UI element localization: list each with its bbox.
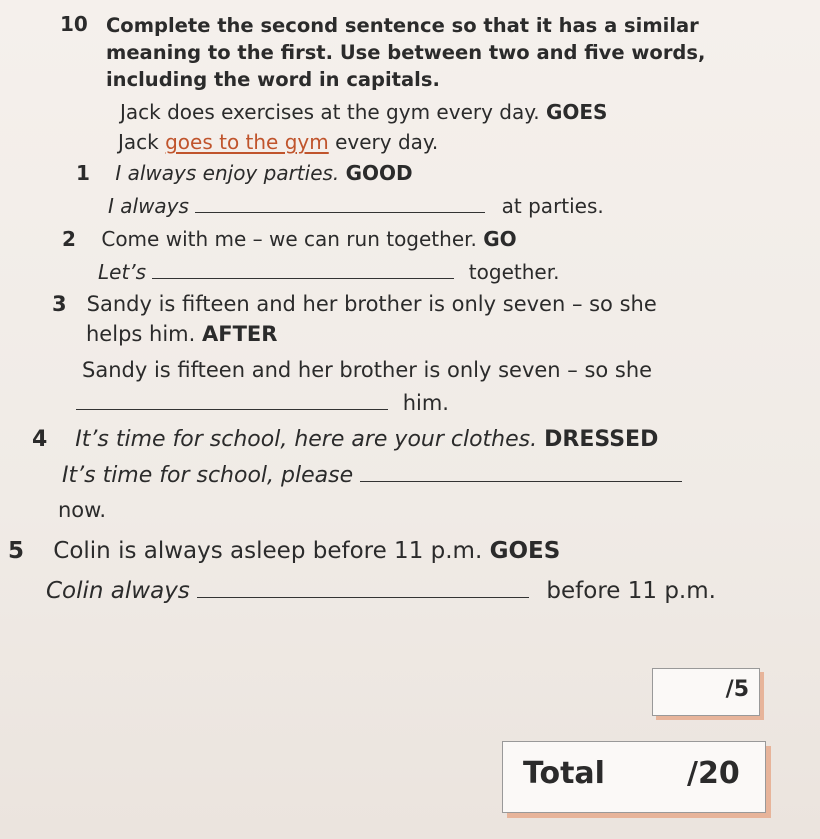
item-1-sentence-row [76,161,413,185]
example-keyword: GOES [545,100,608,124]
item-2-answer-blank[interactable] [152,260,454,279]
example-sentence-row [120,100,607,124]
item-4-rewrite-row [62,463,682,488]
item-3-rewrite-line1: Sandy is fifteen and her brother is only seven – so she [82,358,653,382]
example-sentence: Jack does exercises at the gym every day. [120,100,540,124]
item-2-rewrite-before: Let’s [98,260,147,284]
item-3-answer-blank[interactable] [76,391,388,410]
item-2-number: 2 [62,227,76,251]
total-score: /20 [687,756,740,791]
item-4-rewrite-before: It’s time for school, please [62,463,354,488]
item-3-rewrite-after: him. [402,391,449,415]
item-3-number: 3 [52,292,67,316]
item-5-sentence: Colin is always asleep before 11 p.m. [53,538,483,564]
item-5-rewrite-row [46,578,716,604]
item-4-keyword: DRESSED [544,427,659,452]
item-4-rewrite-row2 [58,498,106,522]
section-score: /5 [725,677,749,702]
item-5-rewrite-before: Colin always [46,578,190,604]
item-5-keyword: GOES [489,538,561,564]
total-score-box [502,741,766,813]
item-2-keyword: GO [483,227,517,251]
item-2-rewrite-after: together. [468,260,560,284]
item-3-sentence-line2: helps him. [86,322,196,346]
item-3-rewrite-row2 [76,391,449,415]
item-1-sentence: I always enjoy parties. [115,161,340,185]
section-score-box [652,668,760,716]
item-3-sentence-line1: Sandy is fifteen and her brother is only seven – so she [86,292,657,316]
item-3-sentence-row [52,292,657,316]
total-label: Total [523,756,605,791]
item-1-rewrite-before: I always [108,194,189,218]
item-3-rewrite-row [82,358,652,382]
example-rewrite-before: Jack [118,130,159,154]
item-4-rewrite-after: now. [58,498,107,522]
example-answer: goes to the gym [165,130,329,154]
item-5-answer-blank[interactable] [197,579,529,598]
item-2-sentence: Come with me – we can run together. [101,227,477,251]
item-5-sentence-row [8,538,560,564]
item-4-answer-blank[interactable] [360,463,682,482]
item-3-keyword: AFTER [201,322,278,346]
item-4-sentence-row [32,427,658,452]
item-2-sentence-row [62,227,517,251]
item-3-sentence-row2 [86,322,277,346]
item-5-number: 5 [8,538,25,564]
item-1-answer-blank[interactable] [195,194,485,213]
item-2-rewrite-row [98,260,559,284]
item-5-rewrite-after: before 11 p.m. [546,578,716,604]
item-1-rewrite-after: at parties. [501,194,604,218]
item-4-number: 4 [32,427,48,452]
item-1-number: 1 [76,161,90,185]
item-4-sentence: It’s time for school, here are your clothes. [75,427,538,452]
item-1-rewrite-row [108,194,604,218]
example-rewrite-row [118,130,438,154]
example-rewrite-after: every day. [335,130,439,154]
exercise-instruction: Complete the second sentence so that it has a similar meaning to the first. Use between two and five words, including the word in capitals. [106,14,706,91]
exercise-number: 10 [60,12,88,36]
item-1-keyword: GOOD [345,161,413,185]
